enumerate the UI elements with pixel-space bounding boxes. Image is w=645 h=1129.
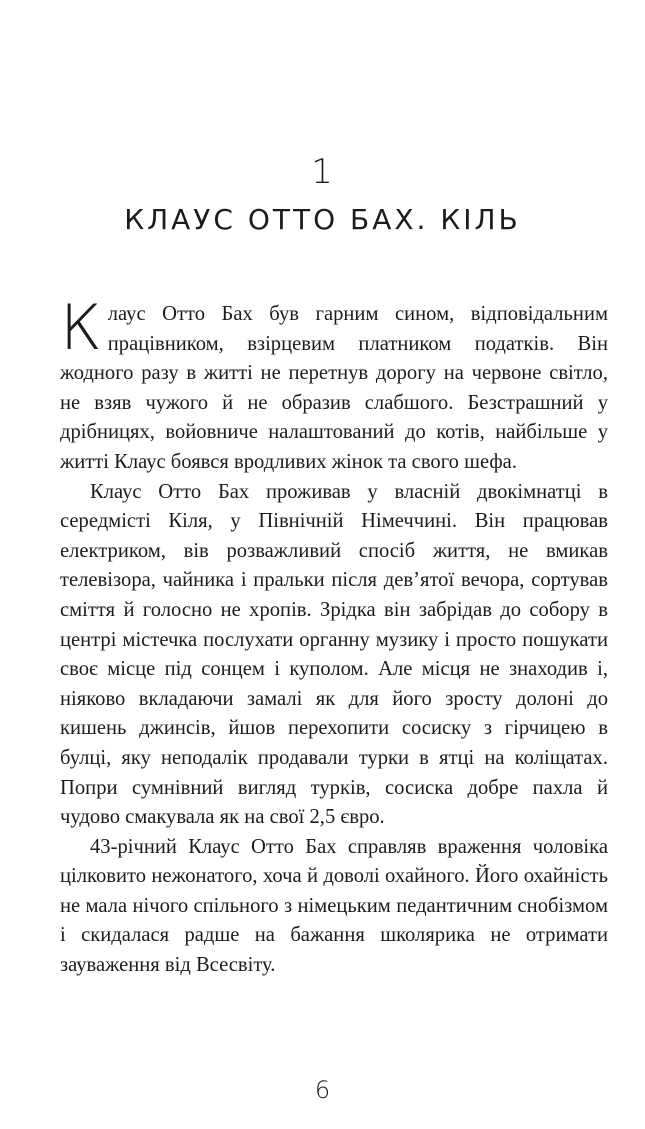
paragraph-1-text: лаус Отто Бах був гарним сином, відповідальним працівником, взірцевим платником податків. Він жодного разу в житті не перетнув дорогу на червоне світло, не взяв чужого й не образив слабшого. Безстрашний у дрібницях, войовниче налаштований до котів, найбільше у житті Клаус боявся вродливих жінок та свого шефа. — [60, 303, 608, 473]
chapter-body — [60, 291, 608, 981]
chapter-number: 1 — [311, 152, 334, 192]
paragraph-2: Клаус Отто Бах проживав у власній двокімнатці в середмісті Кіля, у Північній Німеччині. Він працював електриком, вів розважливий спосіб життя, не вмикав телевізора, чайника і пральки після дев’ятої вечора, сортував сміття й голосно не хропів. Зрідка він забрідав до собору в центрі містечка послухати органну музику і просто пошукати своє місце під сонцем і куполом. Але місця не знаходив і, ніяково вкладаючи замалі як для його зросту долоні до кишень джинсів, йшов перехопити сосиску з гірчицею в булці, яку неподалік продавали турки в ятці на коліщатах. Попри сумнівний вигляд турків, сосиска добре пахла й чудово смакувала як на свої 2,5 євро. — [60, 480, 608, 829]
paragraph-3: 43-річний Клаус Отто Бах справляв враження чоловіка цілковито нежонатого, хоча й доволі охайного. Його охайність не мала нічого спільного з німецьким педантичним снобізмом і скидалася радше на бажання школярика не отримати зауваження від Всесвіту. — [60, 835, 608, 977]
chapter-title: КЛАУС ОТТО БАХ. КІЛЬ — [124, 203, 521, 236]
drop-cap: К — [60, 291, 102, 364]
paragraph-1 — [60, 291, 608, 478]
page-number: 6 — [314, 1076, 331, 1104]
